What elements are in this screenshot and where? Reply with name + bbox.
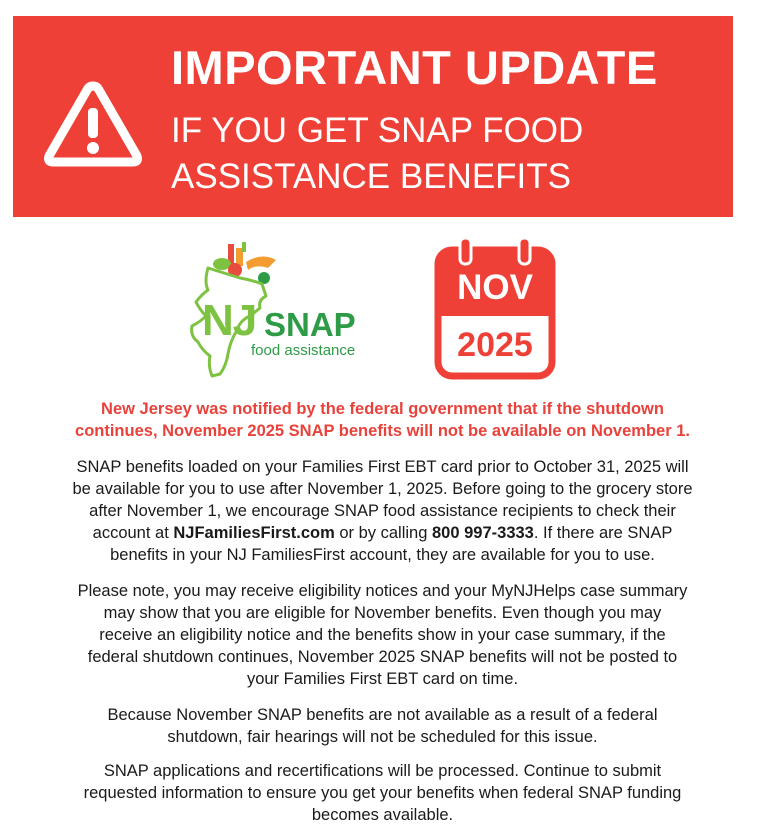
paragraph-line: Please note, you may receive eligibility notices and your MyNJHelps case summary (77, 582, 688, 600)
phone-number[interactable]: 800 997-3333 (432, 524, 534, 542)
paragraph-text: . If there are SNAP (533, 524, 673, 542)
important-update-banner (13, 16, 733, 217)
paragraph-line: may show that you are eligible for November benefits. Even though you may (103, 604, 662, 622)
paragraph-text: account at (92, 524, 174, 542)
paragraph-line: shutdown, fair hearings will not be scheduled for this issue. (167, 728, 598, 746)
paragraph-text: or by calling (334, 524, 432, 542)
paragraph-line: benefits in your NJ FamiliesFirst account, they are available for you to use. (110, 546, 655, 564)
calendar-year: 2025 (457, 326, 533, 364)
alert-line: continues, November 2025 SNAP benefits will not be available on November 1. (75, 422, 690, 440)
paragraph-line: SNAP benefits loaded on your Families First EBT card prior to October 31, 2025 will (76, 458, 689, 476)
shutdown-alert (10, 398, 755, 442)
logo-nj-text: NJ (202, 296, 257, 345)
banner-subtitle-line: IF YOU GET SNAP FOOD (171, 111, 584, 150)
paragraph-line: becomes available. (311, 806, 454, 824)
banner-subtitle-line: ASSISTANCE BENEFITS (171, 157, 571, 196)
logo-tagline: food assistance (251, 342, 356, 359)
banner-title: IMPORTANT UPDATE (171, 41, 658, 94)
warning-triangle-icon (43, 78, 143, 170)
logo-snap-text: SNAP (264, 306, 356, 343)
ebt-benefits-paragraph (10, 456, 755, 566)
alert-line: New Jersey was notified by the federal government that if the shutdown (101, 400, 664, 418)
calendar-month: NOV (457, 268, 533, 307)
paragraph-line: SNAP applications and recertifications will be processed. Continue to submit (103, 762, 662, 780)
paragraph-line: Because November SNAP benefits are not available as a result of a federal (107, 706, 658, 724)
applications-paragraph (10, 760, 755, 826)
website-link[interactable]: NJFamiliesFirst.com (173, 524, 335, 542)
paragraph-line: after November 1, we encourage SNAP food assistance recipients to check their (89, 502, 676, 520)
paragraph-line: be available for you to use after November 1, 2025. Before going to the grocery store (72, 480, 693, 498)
paragraph-line (10, 522, 755, 544)
eligibility-notice-paragraph (10, 580, 755, 690)
paragraph-line: your Families First EBT card on time. (246, 670, 519, 688)
fair-hearings-paragraph (10, 704, 755, 748)
paragraph-line: receive an eligibility notice and the benefits show in your case summary, if the (99, 626, 666, 644)
paragraph-line: federal shutdown continues, November 2025 SNAP benefits will not be posted to (87, 648, 678, 666)
banner-subtitle (171, 108, 583, 200)
paragraph-line: requested information to ensure you get your benefits when federal SNAP funding (83, 784, 682, 802)
